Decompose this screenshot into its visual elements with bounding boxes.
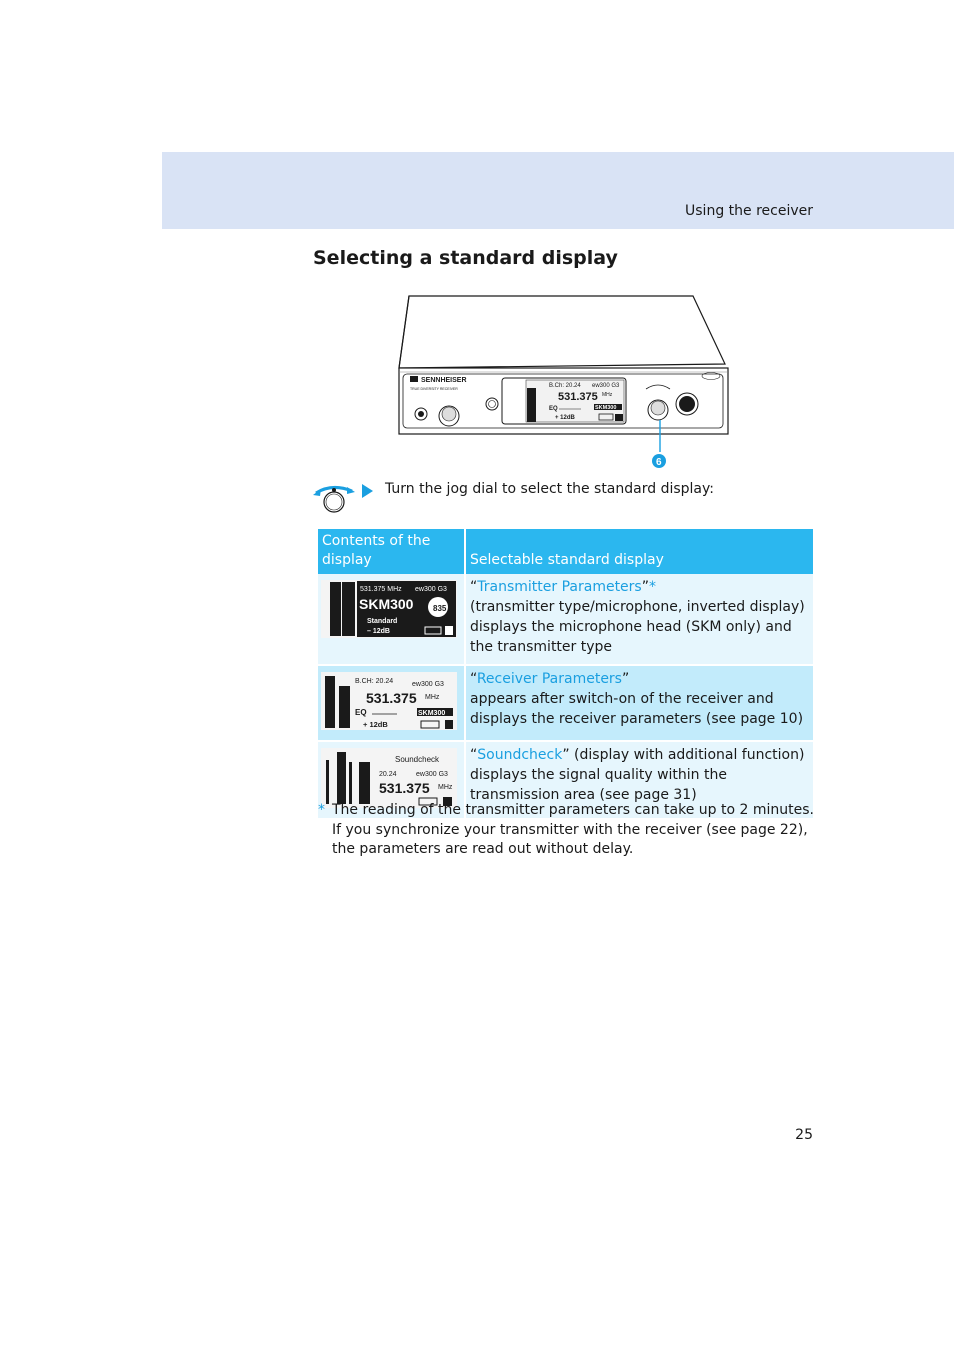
callout-6: 6 (656, 457, 662, 468)
lcd3-channel: 20.24 (379, 771, 397, 778)
link-receiver-parameters[interactable]: Receiver Parameters (476, 671, 622, 687)
header-selectable: Selectable standard display (465, 529, 813, 574)
lcd-soundcheck (321, 748, 457, 808)
display-table (318, 529, 813, 820)
section-title: Selecting a standard display (313, 247, 618, 269)
quote-close: ” (display with additional function) (562, 747, 805, 763)
lcd-tx: SKM300 (595, 405, 617, 411)
lcd2-channel: B.CH: 20.24 (355, 678, 394, 685)
brand-label: SENNHEISER (421, 377, 467, 384)
lcd1-freq: 531.375 MHz (360, 586, 402, 593)
lcd2-freq: 531.375 (366, 690, 417, 706)
lcd-channel: B.Ch: 20.24 (549, 383, 581, 389)
lcd3-freq: 531.375 (379, 780, 430, 796)
header-band (162, 152, 954, 229)
link-transmitter-parameters[interactable]: Transmitter Parameters (477, 579, 642, 595)
quote-close: ” (621, 671, 630, 687)
quote-open: “ (470, 579, 478, 595)
lcd2-model: ew300 G3 (412, 681, 444, 688)
lcd2-tx: SKM300 (418, 710, 446, 717)
footnote-ref[interactable]: * (648, 579, 656, 595)
lcd1-mode: Standard (367, 618, 398, 625)
row-description: appears after switch-on of the receiver and displays the receiver parameters (see page 10) (470, 691, 804, 727)
footnote (318, 801, 818, 860)
lcd-transmitter-parameters (321, 580, 457, 638)
receiver-illustration (395, 292, 740, 472)
footnote-star: * (318, 802, 325, 818)
lcd-eq: EQ (549, 406, 558, 412)
model-label: TRUE DIVERSITY RECEIVER (410, 387, 458, 391)
lcd2-unit: MHz (425, 694, 440, 701)
running-header: Using the receiver (685, 203, 813, 219)
table-header-row (318, 529, 813, 574)
lcd3-model: ew300 G3 (416, 771, 448, 778)
row-description: (transmitter type/microphone, inverted display) displays the microphone head (SKM only) and the transmitter type (470, 599, 805, 655)
lcd-model: ew300 G3 (592, 383, 620, 389)
lcd1-gain: – 12dB (367, 628, 390, 635)
lcd3-unit: MHz (438, 784, 453, 791)
lcd-gain: + 12dB (555, 415, 575, 421)
lcd-frequency: 531.375 (558, 391, 598, 403)
header-contents: Contents of the display (318, 529, 465, 574)
jog-dial-icon (312, 480, 358, 516)
lcd2-eq: EQ (355, 708, 367, 717)
table-row (318, 574, 813, 665)
table-row (318, 665, 813, 741)
footnote-text: The reading of the transmitter parameters can take up to 2 minutes. If you synchronize your transmitter with the receiver (see page 22), the parameters are read out without delay. (332, 802, 814, 857)
link-soundcheck[interactable]: Soundcheck (477, 747, 563, 763)
lcd-receiver-parameters (321, 672, 457, 730)
lcd1-model: ew300 G3 (415, 586, 447, 593)
lcd3-title: Soundcheck (395, 755, 440, 764)
row-description: displays the signal quality within the transmission area (see page 31) (470, 767, 727, 803)
lcd1-tx: SKM300 (359, 596, 414, 612)
instruction (312, 480, 832, 516)
lcd1-head: 835 (433, 604, 447, 613)
quote-open: “ (470, 747, 478, 763)
instruction-text: Turn the jog dial to select the standard display: (385, 481, 714, 497)
page-number: 25 (795, 1127, 813, 1143)
lcd2-gain: + 12dB (363, 720, 388, 729)
quote-open: “ (470, 671, 477, 687)
lcd-unit: MHz (602, 392, 613, 398)
quote-close: ” (641, 579, 649, 595)
step-arrow-icon (362, 484, 373, 498)
